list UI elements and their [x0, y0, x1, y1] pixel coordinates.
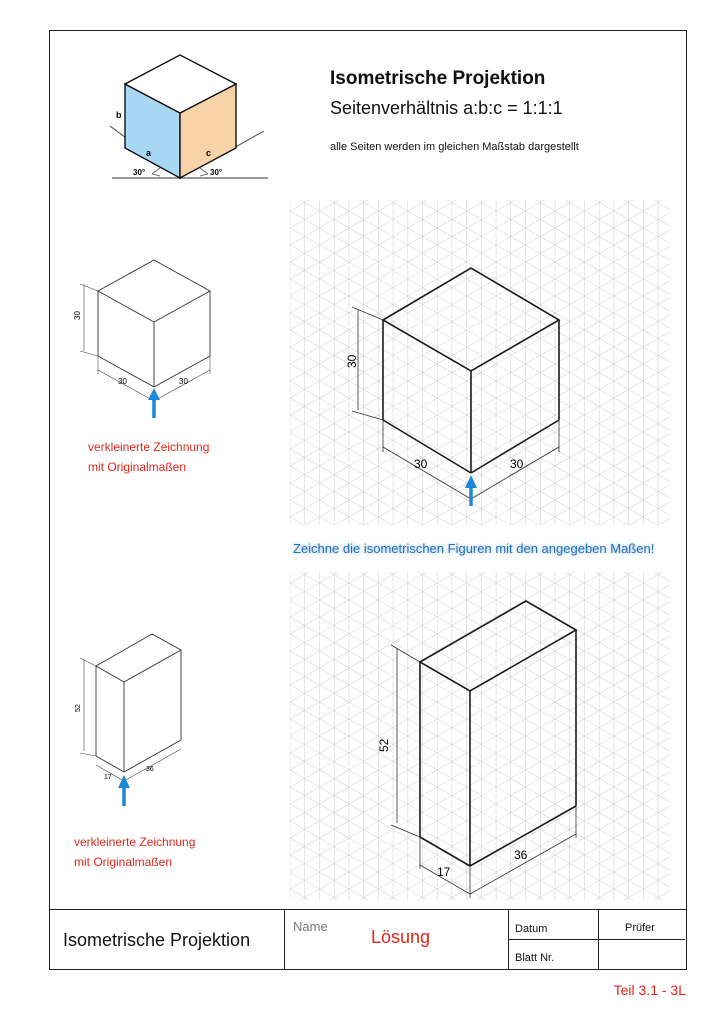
- large-dim-right: 30: [510, 457, 524, 471]
- title-block-title-cell: [49, 910, 285, 970]
- small-dim-height: 30: [73, 311, 82, 320]
- title-block: [49, 909, 687, 970]
- label-b: b: [116, 110, 122, 120]
- extension-line: [391, 645, 420, 662]
- blatt-label: Blatt Nr.: [515, 952, 555, 964]
- angle-right-label: 30°: [210, 168, 223, 177]
- small-dim-right: 30: [179, 377, 188, 386]
- label-c: c: [206, 148, 212, 158]
- instruction-text: Zeichne die isometrischen Figuren mit den angegeben Maßen!: [293, 541, 655, 556]
- small-dim-left: 30: [118, 377, 127, 386]
- scale-note: alle Seiten werden im gleichen Maßstab dargestellt: [330, 141, 579, 153]
- small-dim-left: 17: [104, 774, 112, 781]
- caption-line: verkleinerte Zeichnung: [74, 835, 196, 849]
- caption-line: verkleinerte Zeichnung: [88, 440, 210, 454]
- pruefer-label: Prüfer: [625, 922, 655, 934]
- sheet-code: Teil 3.1 - 3L: [613, 982, 686, 998]
- dimension-line: [470, 834, 576, 894]
- blatt-value-cell[interactable]: [599, 940, 685, 970]
- caption-line: mit Originalmaßen: [88, 460, 187, 474]
- small-dim-right: 36: [146, 766, 154, 773]
- caption-line: mit Originalmaßen: [74, 855, 173, 869]
- label-a: a: [146, 148, 152, 158]
- large-dim-height: 30: [345, 354, 359, 368]
- large-dim-left: 17: [437, 865, 451, 879]
- large-dim-right: 36: [514, 848, 528, 862]
- small-dim-height: 52: [75, 704, 82, 712]
- name-label: Name: [293, 919, 328, 934]
- datum-label: Datum: [515, 923, 548, 935]
- datum-cell[interactable]: [509, 910, 599, 940]
- large-dim-left: 30: [414, 457, 428, 471]
- extension-line: [391, 825, 420, 837]
- pruefer-cell[interactable]: [599, 910, 685, 940]
- name-value: Lösung: [371, 927, 431, 947]
- page-title: Isometrische Projektion: [330, 68, 546, 89]
- blatt-cell[interactable]: [509, 940, 599, 970]
- large-dim-height: 52: [377, 738, 391, 752]
- name-cell[interactable]: [285, 910, 509, 970]
- angle-left-label: 30°: [133, 168, 146, 177]
- page-subtitle: Seitenverhältnis a:b:c = 1:1:1: [330, 98, 563, 118]
- large-block-top: [420, 601, 576, 691]
- large-block-edge: [420, 837, 470, 866]
- title-block-title: Isometrische Projektion: [63, 930, 251, 950]
